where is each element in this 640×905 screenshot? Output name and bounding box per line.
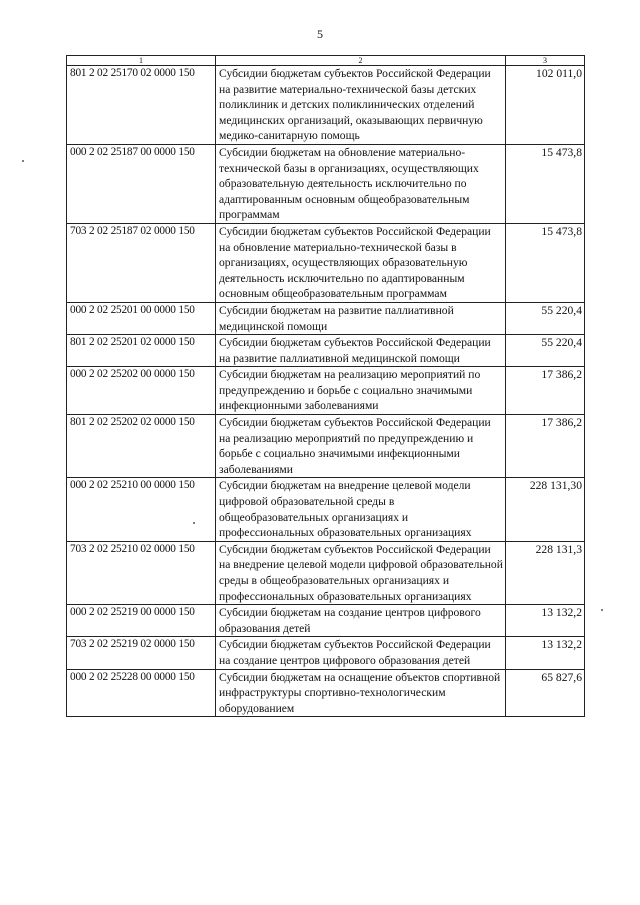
scan-speck bbox=[193, 522, 195, 524]
budget-code-cell: 801 2 02 25202 02 0000 150 bbox=[67, 415, 216, 478]
amount-cell: 17 386,2 bbox=[506, 415, 585, 478]
amount-cell: 15 473,8 bbox=[506, 144, 585, 223]
amount-cell: 228 131,30 bbox=[506, 478, 585, 541]
budget-code-cell: 801 2 02 25201 02 0000 150 bbox=[67, 335, 216, 367]
table-row bbox=[67, 302, 585, 334]
budget-code-cell: 703 2 02 25187 02 0000 150 bbox=[67, 223, 216, 302]
table-row bbox=[67, 415, 585, 478]
page-number: 5 bbox=[317, 27, 323, 41]
description-cell: Субсидии бюджетам субъектов Российской Федерации на развитие паллиативной медицинской помощи bbox=[216, 335, 506, 367]
budget-code-cell: 801 2 02 25170 02 0000 150 bbox=[67, 66, 216, 145]
table-row bbox=[67, 223, 585, 302]
table-row bbox=[67, 335, 585, 367]
budget-code-cell: 000 2 02 25202 00 0000 150 bbox=[67, 367, 216, 415]
amount-cell: 15 473,8 bbox=[506, 223, 585, 302]
amount-cell: 13 132,2 bbox=[506, 605, 585, 637]
budget-code-cell: 000 2 02 25201 00 0000 150 bbox=[67, 302, 216, 334]
budget-code-cell: 703 2 02 25210 02 0000 150 bbox=[67, 541, 216, 604]
column-number: 3 bbox=[506, 56, 585, 66]
budget-code-cell: 000 2 02 25219 00 0000 150 bbox=[67, 605, 216, 637]
scan-speck bbox=[601, 609, 603, 611]
table-row bbox=[67, 637, 585, 669]
budget-table bbox=[66, 55, 585, 717]
amount-cell: 65 827,6 bbox=[506, 669, 585, 717]
description-cell: Субсидии бюджетам субъектов Российской Федерации на создание центров цифрового образования детей bbox=[216, 637, 506, 669]
description-cell: Субсидии бюджетам на обновление материально-технической базы в организациях, осуществляющих образовательную деятельность исключительно по адаптированным основным общеобразовательным программам bbox=[216, 144, 506, 223]
table-row bbox=[67, 669, 585, 717]
column-number: 1 bbox=[67, 56, 216, 66]
amount-cell: 55 220,4 bbox=[506, 335, 585, 367]
table-row bbox=[67, 478, 585, 541]
scan-speck bbox=[22, 160, 24, 162]
description-cell: Субсидии бюджетам субъектов Российской Федерации на обновление материально-технической базы в организациях, осуществляющих образовательную деятельность исключительно по адаптированным основным общеобразовательным программам bbox=[216, 223, 506, 302]
description-cell: Субсидии бюджетам на реализацию мероприятий по предупреждению и борьбе с социально значимыми инфекционными заболеваниями bbox=[216, 367, 506, 415]
description-cell: Субсидии бюджетам на создание центров цифрового образования детей bbox=[216, 605, 506, 637]
table-row bbox=[67, 367, 585, 415]
amount-cell: 17 386,2 bbox=[506, 367, 585, 415]
table-row bbox=[67, 541, 585, 604]
budget-code-cell: 703 2 02 25219 02 0000 150 bbox=[67, 637, 216, 669]
amount-cell: 102 011,0 bbox=[506, 66, 585, 145]
budget-code-cell: 000 2 02 25187 00 0000 150 bbox=[67, 144, 216, 223]
table-row bbox=[67, 144, 585, 223]
description-cell: Субсидии бюджетам субъектов Российской Федерации на развитие материально-технической базы детских поликлиник и детских поликлинических отделений медицинских организаций, оказывающих первичную медико-санитарную помощь bbox=[216, 66, 506, 145]
budget-code-cell: 000 2 02 25228 00 0000 150 bbox=[67, 669, 216, 717]
description-cell: Субсидии бюджетам на развитие паллиативной медицинской помощи bbox=[216, 302, 506, 334]
table-row bbox=[67, 66, 585, 145]
table-row bbox=[67, 605, 585, 637]
column-number: 2 bbox=[216, 56, 506, 66]
budget-code-cell: 000 2 02 25210 00 0000 150 bbox=[67, 478, 216, 541]
description-cell: Субсидии бюджетам субъектов Российской Федерации на внедрение целевой модели цифровой образовательной среды в общеобразовательных организациях и профессиональных образовательных организациях bbox=[216, 541, 506, 604]
column-number-row bbox=[67, 56, 585, 66]
amount-cell: 55 220,4 bbox=[506, 302, 585, 334]
amount-cell: 13 132,2 bbox=[506, 637, 585, 669]
description-cell: Субсидии бюджетам субъектов Российской Федерации на реализацию мероприятий по предупреждению и борьбе с социально значимыми инфекционными заболеваниями bbox=[216, 415, 506, 478]
description-cell: Субсидии бюджетам на внедрение целевой модели цифровой образовательной среды в общеобразовательных организациях и профессиональных образовательных организациях bbox=[216, 478, 506, 541]
description-cell: Субсидии бюджетам на оснащение объектов спортивной инфраструктуры спортивно-технологическим оборудованием bbox=[216, 669, 506, 717]
amount-cell: 228 131,3 bbox=[506, 541, 585, 604]
